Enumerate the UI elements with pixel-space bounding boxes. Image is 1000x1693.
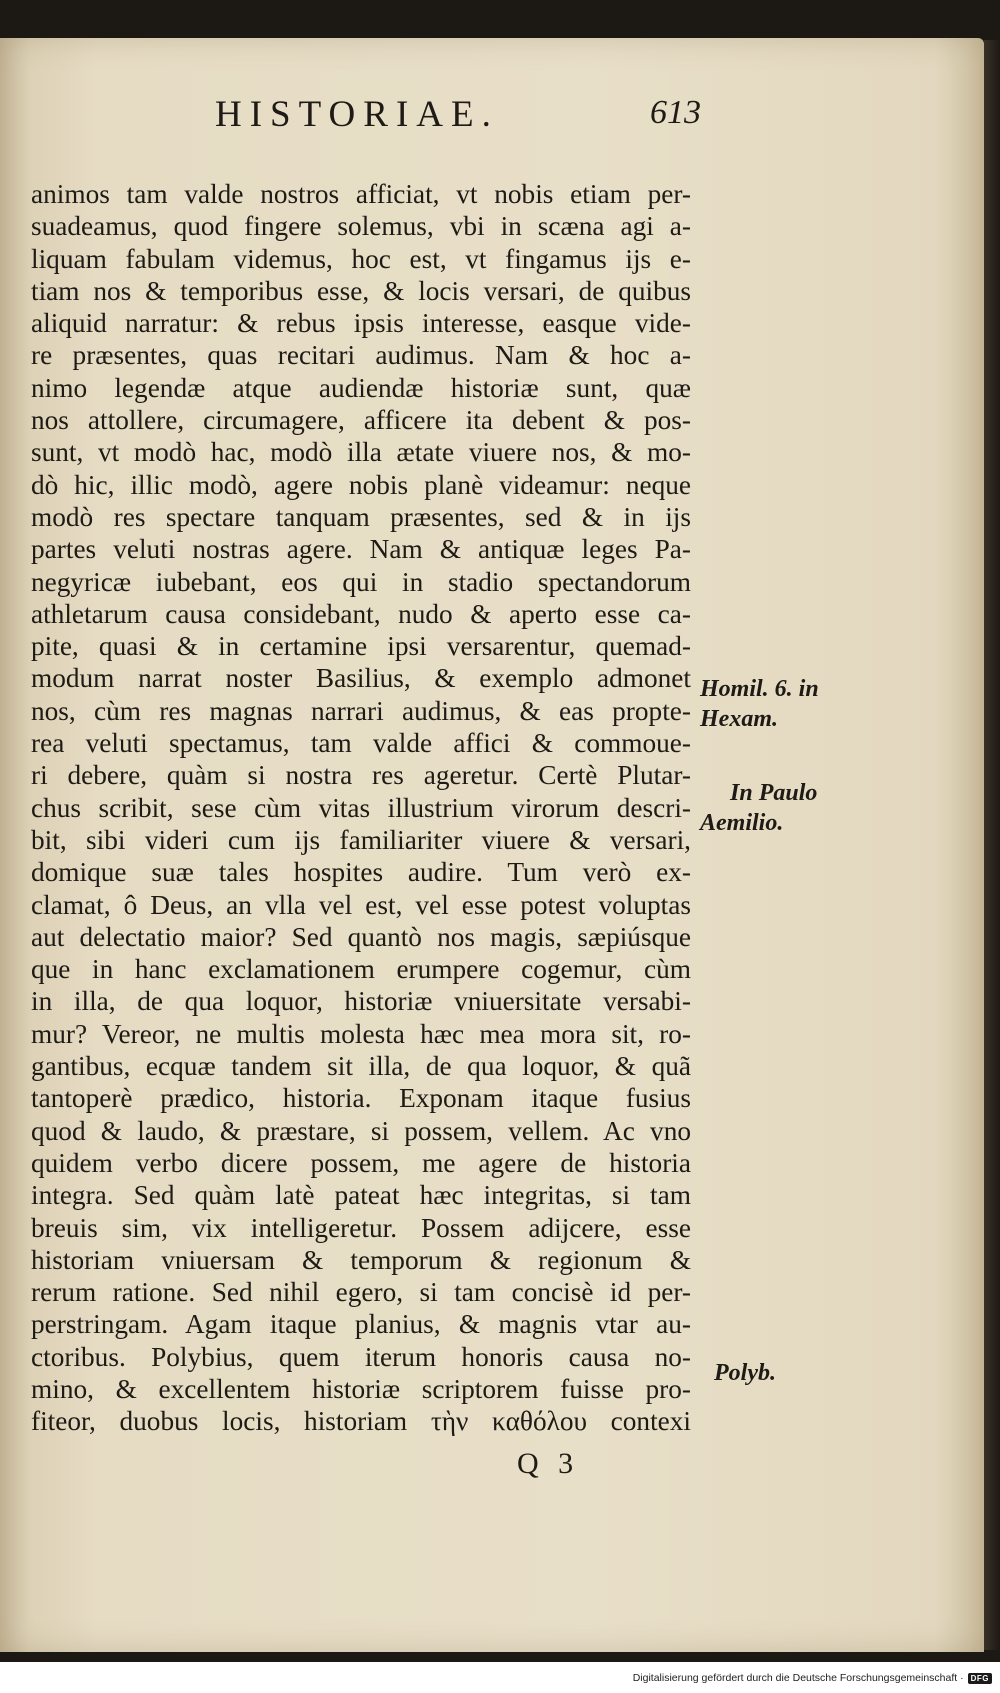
text-line: historiam vniuersam & temporum & regionum &	[31, 1244, 691, 1275]
text-line: chus scribit, sese cùm vitas illustrium virorum descri-	[31, 792, 691, 823]
text-line: modum narrat noster Basilius, & exemplo admonet	[31, 663, 691, 694]
page-edge-shadow	[984, 40, 1000, 1650]
margin-note-paulo-line-2: Aemilio.	[700, 810, 784, 836]
text-line: re præsentes, quas recitari audimus. Nam & hoc a-	[31, 340, 691, 371]
text-line: tiam nos & temporibus esse, & locis versari, de quibus	[31, 275, 691, 306]
text-line: clamat, ô Deus, an vlla vel est, vel esse potest voluptas	[31, 889, 691, 920]
text-line: gantibus, ecquæ tandem sit illa, de qua loquor, & quã	[31, 1051, 691, 1082]
credit-text: Digitalisierung gefördert durch die Deutsche Forschungsgemeinschaft ·	[632, 1672, 964, 1684]
text-line: nimo legendæ atque audiendæ historiæ sunt, quæ	[31, 372, 691, 403]
text-line: tantoperè prædico, historia. Exponam itaque fusius	[31, 1083, 691, 1114]
text-line: quidem verbo dicere possem, me agere de historia	[31, 1147, 691, 1178]
text-line: mino, & excellentem historiæ scriptorem fuisse pro-	[31, 1373, 691, 1404]
margin-note-homil-line-2: Hexam.	[700, 706, 778, 732]
text-line: aliquid narratur: & rebus ipsis interesse, easque vide-	[31, 308, 691, 339]
text-line: ctoribus. Polybius, quem iterum honoris causa no-	[31, 1341, 691, 1372]
text-line: rea veluti spectamus, tam valde affici & commoue-	[31, 728, 691, 759]
text-line: partes veluti nostras agere. Nam & antiquæ leges Pa-	[31, 534, 691, 565]
text-line: integra. Sed quàm latè pateat hæc integritas, si tam	[31, 1180, 691, 1211]
text-line: sunt, vt modò hac, modò illa ætate viuere nos, & mo-	[31, 437, 691, 468]
book-page	[0, 38, 984, 1652]
body-text	[31, 178, 691, 1438]
text-line: in illa, de qua loquor, historiæ vniuersitate versabi-	[31, 986, 691, 1017]
text-line: liquam fabulam videmus, hoc est, vt fingamus ijs e-	[31, 243, 691, 274]
text-line: aut delectatio maior? Sed quantò nos magis, sæpiúsque	[31, 921, 691, 952]
text-line: pite, quasi & in certamine ipsi versarentur, quemad-	[31, 631, 691, 662]
signature-mark: Q 3	[517, 1447, 580, 1480]
text-line: domique suæ tales hospites audire. Tum verò ex-	[31, 857, 691, 888]
text-line: perstringam. Agam itaque planius, & magnis vtar au-	[31, 1309, 691, 1340]
text-line: animos tam valde nostros afficiat, vt nobis etiam per-	[31, 179, 691, 209]
margin-note-polyb: Polyb.	[714, 1360, 776, 1386]
text-line: dò hic, illic modò, agere nobis planè videamur: neque	[31, 469, 691, 500]
text-line: breuis sim, vix intelligeretur. Possem adijcere, esse	[31, 1212, 691, 1243]
margin-note-homil-line-1: Homil. 6. in	[700, 676, 819, 702]
text-line: nos, cùm res magnas narrari audimus, & eas propte-	[31, 695, 691, 726]
page-number: 613	[650, 94, 701, 131]
text-line: modò res spectare tanquam præsentes, sed & in ijs	[31, 501, 691, 532]
text-line: nos attollere, circumagere, afficere ita debent & pos-	[31, 405, 691, 436]
text-line: fiteor, duobus locis, historiam τὴν καθόλου contexi	[31, 1406, 691, 1437]
text-line: suadeamus, quod fingere solemus, vbi in scæna agi a-	[31, 211, 691, 242]
digitization-credit	[633, 1672, 992, 1684]
running-head: HISTORIAE.	[215, 94, 499, 135]
text-line: negyricæ iubebant, eos qui in stadio spectandorum	[31, 566, 691, 597]
page-header	[0, 88, 984, 148]
margin-note-paulo-line-1: In Paulo	[730, 780, 818, 806]
text-line: quod & laudo, & præstare, si possem, vellem. Ac vno	[31, 1115, 691, 1146]
text-line: que in hanc exclamationem erumpere cogemur, cùm	[31, 954, 691, 985]
text-line: athletarum causa considebant, nudo & aperto esse ca-	[31, 598, 691, 629]
text-line: rerum ratione. Sed nihil egero, si tam concisè id per-	[31, 1277, 691, 1308]
text-line: ri debere, quàm si nostra res ageretur. Certè Plutar-	[31, 760, 691, 791]
text-line: bit, sibi videri cum ijs familiariter viuere & versari,	[31, 824, 691, 855]
text-line: mur? Vereor, ne multis molesta hæc mea mora sit, ro-	[31, 1018, 691, 1049]
dfg-logo: DFG	[968, 1673, 992, 1684]
